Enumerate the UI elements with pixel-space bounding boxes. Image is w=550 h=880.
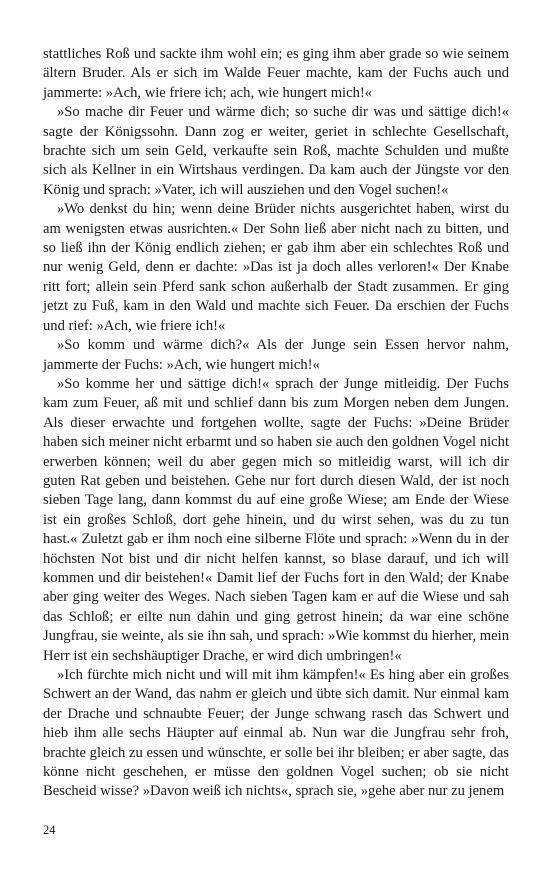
- paragraph: »Ich fürchte mich nicht und will mit ihm kämpfen!« Es hing aber ein großes Schwert an der Wand, das nahm er gleich und übte sich damit. Nur einmal kam der Drache und schnaubte Feuer; der Junge schwang rasch das Schwert und hieb ihm alle sechs Häupter auf einmal ab. Nun war die Jungfrau sehr froh, brachte gleich zu essen und wünschte, er solle bei ihr bleiben; er aber sagte, das könne nicht geschehen, er müsse den goldnen Vogel suchen; ob sie nicht Bescheid wisse? »Davon weiß ich nichts«, sprach sie, »gehe aber nur zu jenem: [43, 667, 509, 800]
- paragraph: »So komm und wärme dich?« Als der Junge sein Essen hervor nahm, jammerte der Fuchs: »Ach, wie hungert mich!«: [43, 337, 509, 373]
- paragraph: »So komme her und sättige dich!« sprach der Junge mitleidig. Der Fuchs kam zum Feuer, aß mit und schlief dann bis zum Morgen neben dem Jungen. Als dieser erwachte und fortgehen wollte, sagte der Fuchs: »Deine Brüder haben sich meiner nicht erbarmt und so haben sie auch den goldnen Vogel nicht erwerben können; weil du aber gegen mich so mitleidig warst, will ich dir guten Rat geben und beistehen. Gehe nur fort durch diesen Wald, der ist noch sieben Tage lang, dann kommst du auf eine große Wiese; am Ende der Wiese ist ein großes Schloß, dort gehe hinein, und du wirst sehen, was du zu tun hast.« Zuletzt gab er ihm noch eine silberne Flöte und sprach: »Wenn du in der höchsten Not bist und dir nicht helfen kannst, so blase darauf, und ich will kommen und dir beistehen!« Damit lief der Fuchs fort in den Wald; der Knabe aber ging weiter des Weges. Nach sieben Tagen kam er auf die Wiese und sah das Schloß; er eilte nun dahin und ging getrost hinein; da war eine schöne Jungfrau, sie weinte, als sie ihn sah, und sprach: »Wie kommst du hierher, mein Herr ist ein sechshäuptiger Drache, er wird dich umbringen!«: [43, 375, 509, 664]
- paragraph: »So mache dir Feuer und wärme dich; so suche dir was und sättige dich!« sagte der Königssohn. Dann zog er weiter, geriet in schlechte Gesellschaft, brachte sich um sein Geld, verkaufte sein Roß, machte Schulden und mußte sich als Kellner in ein Wirtshaus verdingen. Da kam auch der Jüngste vor den König und sprach: »Vater, ich will ausziehen und den Vogel suchen!«: [43, 104, 509, 198]
- page-number: 24: [43, 823, 56, 837]
- body-text: [43, 45, 509, 802]
- paragraph: »Wo denkst du hin; wenn deine Brüder nichts ausgerichtet haben, wirst du am wenigsten etwas ausrichten.« Der Sohn ließ aber nicht nach zu bitten, und so ließ ihn der König endlich ziehen; er gab ihm aber ein schlechtes Roß und nur wenig Geld, denn er dachte: »Das ist ja doch alles verloren!« Der Knabe ritt fort; allein sein Pferd sank schon außerhalb der Stadt zusammen. Er ging jetzt zu Fuß, kam in den Wald und machte sich Feuer. Da erschien der Fuchs und rief: »Ach, wie friere ich!«: [43, 201, 509, 334]
- paragraph-continued: stattliches Roß und sackte ihm wohl ein; es ging ihm aber grade so wie seinem ältern Bruder. Als er sich im Walde Feuer machte, kam der Fuchs auch und jammerte: »Ach, wie friere ich; ach, wie hungert mich!«: [43, 46, 509, 101]
